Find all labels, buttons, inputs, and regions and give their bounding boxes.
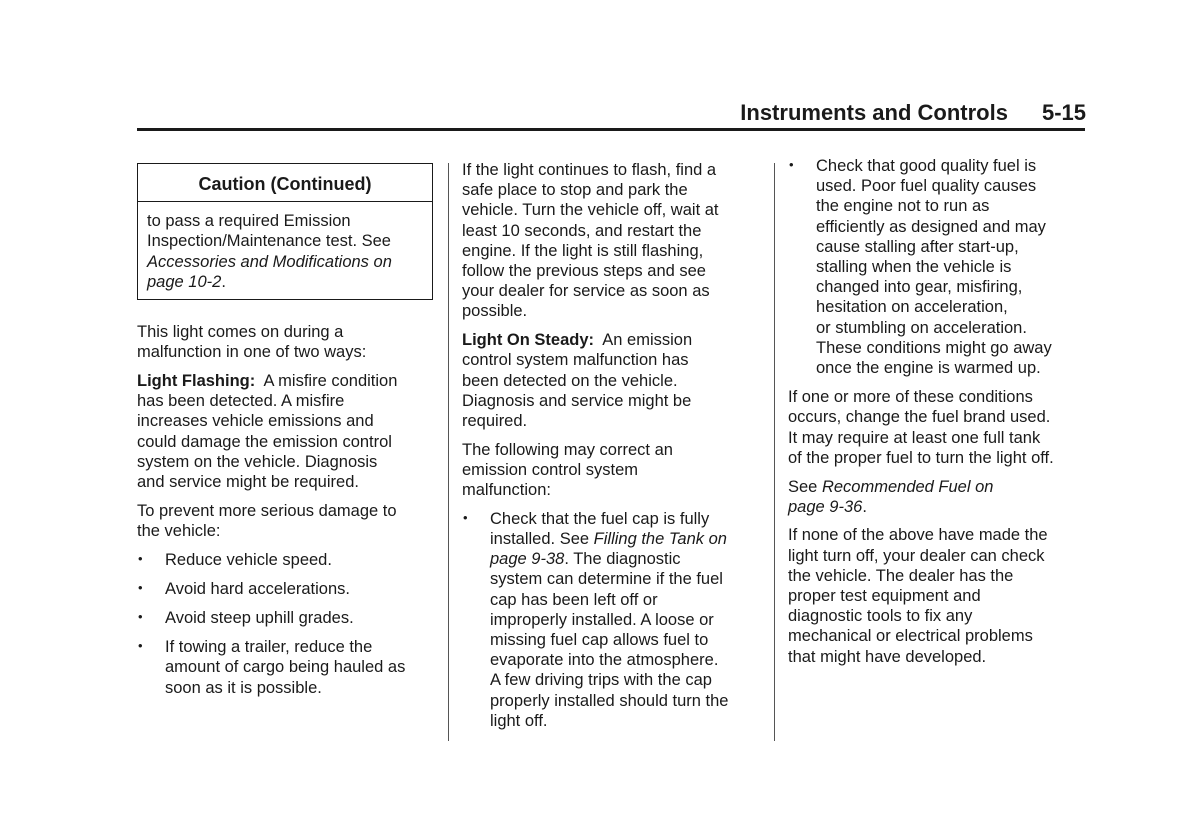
text-line: malfunction: bbox=[462, 481, 551, 500]
light-steady-label: Light On Steady: bbox=[462, 331, 594, 350]
text-line: properly installed should turn the bbox=[490, 691, 729, 710]
text-line: follow the previous steps and see bbox=[462, 262, 706, 281]
text-fragment: . The diagnostic bbox=[564, 550, 681, 569]
caution-title: Caution (Continued) bbox=[138, 164, 432, 202]
text-line: evaporate into the atmosphere. bbox=[490, 651, 719, 670]
text-line: to pass a required Emission bbox=[147, 212, 351, 231]
text-line: hesitation on acceleration, bbox=[816, 298, 1008, 317]
intro-paragraph bbox=[137, 322, 437, 362]
see-reference-paragraph bbox=[788, 477, 1088, 517]
text-line: changed into gear, misfiring, bbox=[816, 278, 1023, 297]
text-line: light turn off, your dealer can check bbox=[788, 546, 1045, 565]
column-divider bbox=[448, 163, 449, 741]
bullet-icon: • bbox=[138, 579, 143, 595]
text-line: If one or more of these conditions bbox=[788, 388, 1033, 407]
fuel-cap-list bbox=[462, 509, 762, 731]
text-line: used. Poor fuel quality causes bbox=[816, 177, 1037, 196]
text-line: your dealer for service as soon as bbox=[462, 282, 710, 301]
caution-body bbox=[138, 202, 432, 299]
list-item bbox=[137, 579, 437, 599]
text-line: malfunction in one of two ways: bbox=[137, 343, 367, 362]
text-line: If towing a trailer, reduce the bbox=[165, 638, 373, 657]
text-line: emission control system bbox=[462, 460, 639, 479]
text-line: increases vehicle emissions and bbox=[137, 412, 374, 431]
text-line: A few driving trips with the cap bbox=[490, 671, 712, 690]
text-line: Reduce vehicle speed. bbox=[165, 550, 332, 569]
text-line: Avoid hard accelerations. bbox=[165, 579, 350, 598]
text-line: the engine not to run as bbox=[816, 197, 990, 216]
text-line: the vehicle. The dealer has the bbox=[788, 566, 1014, 585]
text-line: control system malfunction has bbox=[462, 351, 689, 370]
bullet-icon: • bbox=[138, 638, 143, 654]
text-line: missing fuel cap allows fuel to bbox=[490, 630, 709, 649]
light-flashing-paragraph bbox=[137, 371, 437, 492]
text-line: vehicle. Turn the vehicle off, wait at bbox=[462, 201, 719, 220]
text-line: or stumbling on acceleration. bbox=[816, 318, 1027, 337]
prevention-list bbox=[137, 550, 437, 698]
text-line: cap has been left off or bbox=[490, 590, 658, 609]
continue-paragraph bbox=[462, 160, 762, 322]
text-fragment: A misfire condition bbox=[255, 371, 398, 390]
page-number: 5-15 bbox=[1041, 100, 1086, 125]
text-line: Check that the fuel cap is fully bbox=[490, 509, 710, 528]
header-rule bbox=[137, 128, 1085, 131]
bullet-icon: • bbox=[138, 608, 143, 624]
text-line: It may require at least one full tank bbox=[788, 428, 1041, 447]
text-line: system on the vehicle. Diagnosis bbox=[137, 452, 378, 471]
text-line: that might have developed. bbox=[788, 647, 987, 666]
text-line: stalling when the vehicle is bbox=[816, 258, 1012, 277]
text-line: To prevent more serious damage to bbox=[137, 501, 397, 520]
text-line: soon as it is possible. bbox=[165, 678, 322, 697]
text-line: Inspection/Maintenance test. See bbox=[147, 232, 391, 251]
text-fragment: See bbox=[788, 477, 822, 496]
bullet-icon: • bbox=[463, 509, 468, 525]
text-line: least 10 seconds, and restart the bbox=[462, 221, 702, 240]
text-line: engine. If the light is still flashing, bbox=[462, 241, 704, 260]
text-line: Check that good quality fuel is bbox=[816, 157, 1037, 175]
section-title: Instruments and Controls bbox=[740, 100, 1008, 125]
text-line: improperly installed. A loose or bbox=[490, 610, 714, 629]
following-paragraph bbox=[462, 440, 762, 501]
text-line: been detected on the vehicle. bbox=[462, 371, 678, 390]
light-flashing-label: Light Flashing: bbox=[137, 371, 256, 390]
text-line: mechanical or electrical problems bbox=[788, 627, 1033, 646]
text-line: proper test equipment and bbox=[788, 587, 981, 606]
caution-box bbox=[137, 163, 433, 300]
cross-reference: Accessories and Modifications on page 10-2 bbox=[147, 252, 392, 291]
text-line: of the proper fuel to turn the light off. bbox=[788, 448, 1054, 467]
list-item bbox=[788, 156, 1088, 378]
text-line: light off. bbox=[490, 711, 548, 730]
text-line: has been detected. A misfire bbox=[137, 392, 345, 411]
cross-reference: Recommended Fuel on bbox=[821, 477, 994, 496]
list-item bbox=[462, 509, 762, 731]
text-line: required. bbox=[462, 411, 528, 430]
light-steady-paragraph bbox=[462, 330, 762, 431]
text-line: safe place to stop and park the bbox=[462, 181, 688, 200]
column-1 bbox=[137, 160, 437, 707]
text-line: Avoid steep uphill grades. bbox=[165, 608, 354, 627]
text-line: diagnostic tools to fix any bbox=[788, 607, 973, 626]
column-3 bbox=[788, 156, 1088, 675]
page-header bbox=[740, 100, 1086, 126]
text-line: If the light continues to flash, find a bbox=[462, 161, 717, 179]
text-fragment: installed. See bbox=[490, 529, 594, 548]
list-item bbox=[137, 637, 437, 698]
column-2 bbox=[462, 160, 762, 740]
prevent-paragraph bbox=[137, 501, 437, 541]
text-line: efficiently as designed and may bbox=[816, 217, 1046, 236]
text-line: system can determine if the fuel bbox=[490, 570, 723, 589]
column-divider bbox=[774, 163, 775, 741]
text-line: could damage the emission control bbox=[137, 432, 392, 451]
fuel-quality-list bbox=[788, 156, 1088, 378]
text-fragment: An emission bbox=[594, 331, 693, 350]
text-line: This light comes on during a bbox=[137, 323, 344, 342]
text-fragment: . bbox=[221, 272, 226, 291]
text-line: the vehicle: bbox=[137, 521, 221, 540]
bullet-icon: • bbox=[789, 157, 794, 172]
bullet-icon: • bbox=[138, 550, 143, 566]
text-line: occurs, change the fuel brand used. bbox=[788, 408, 1051, 427]
conditions-paragraph bbox=[788, 387, 1088, 468]
cross-reference: Filling the Tank on page 9-38 bbox=[490, 529, 727, 569]
text-line: If none of the above have made the bbox=[788, 526, 1048, 545]
text-fragment: . bbox=[862, 497, 867, 516]
text-line: once the engine is warmed up. bbox=[816, 359, 1041, 378]
text-line: These conditions might go away bbox=[816, 338, 1052, 357]
text-line: Diagnosis and service might be bbox=[462, 391, 692, 410]
final-paragraph bbox=[788, 525, 1088, 666]
text-line: amount of cargo being hauled as bbox=[165, 658, 406, 677]
text-line: cause stalling after start-up, bbox=[816, 237, 1019, 256]
text-line: The following may correct an bbox=[462, 440, 673, 459]
text-line: and service might be required. bbox=[137, 472, 359, 491]
list-item bbox=[137, 608, 437, 628]
text-line: possible. bbox=[462, 302, 528, 321]
list-item bbox=[137, 550, 437, 570]
cross-reference: page 9-36 bbox=[788, 497, 863, 516]
